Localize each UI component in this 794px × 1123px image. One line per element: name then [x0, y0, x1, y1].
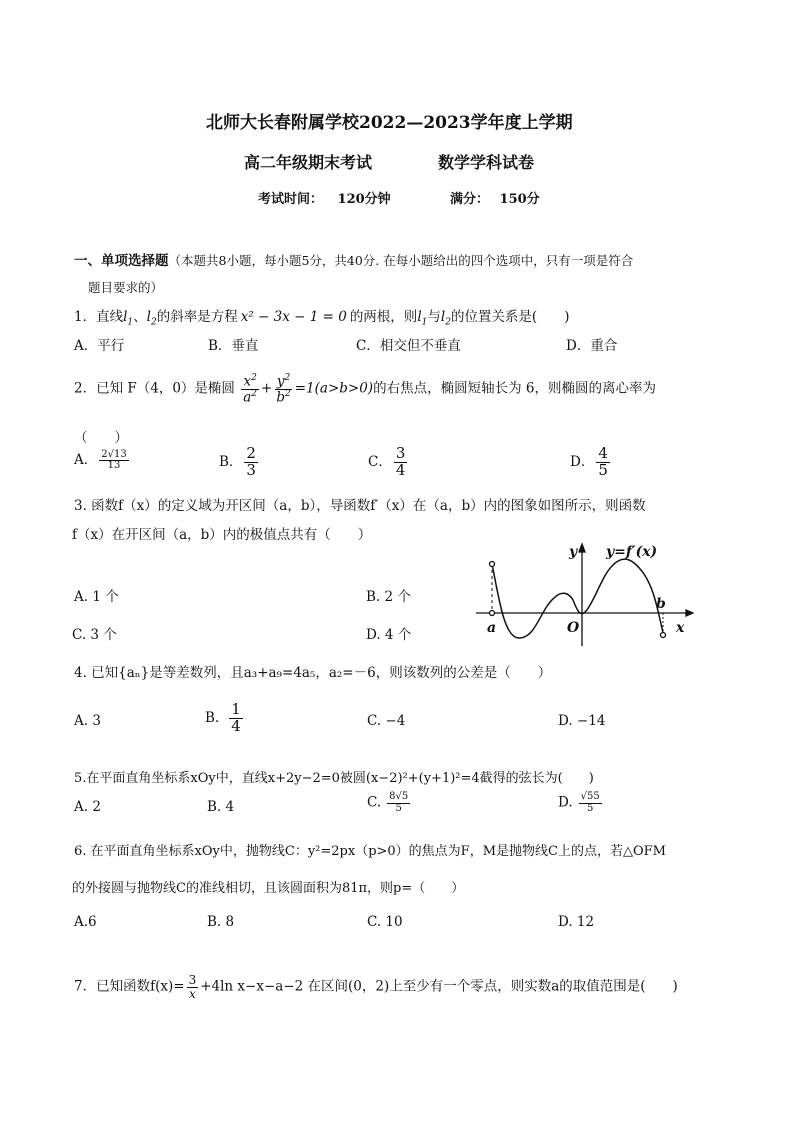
q2-ellipse-y: $\frac{y^2}{b^2}$: [276, 373, 291, 406]
q7-text-2: +4ln x−x−a−2 在区间(0，2)上至少有一个零点，则实数a的取值范围是( ): [200, 978, 678, 995]
q1-option-d[interactable]: D．重合: [566, 338, 618, 354]
q1-number: 1．: [74, 309, 97, 325]
q5-d-label: D.: [558, 794, 573, 811]
q2-text: 已知 F（4，0）是椭圆: [96, 380, 235, 397]
q2-number: 2．: [74, 380, 97, 397]
exam-title: 北师大长春附属学校2022—2023学年度上学期: [206, 113, 573, 133]
q2-option-d[interactable]: [570, 446, 612, 479]
section-desc-2: 题目要求的）: [88, 280, 164, 295]
q2-a-frac: $\frac{2√13}{13}$: [101, 448, 127, 471]
q1-l2: $l_2$: [146, 309, 157, 328]
curve-label: y=f′(x): [606, 544, 658, 560]
q2-c-frac: $\frac{3}{4}$: [395, 444, 406, 479]
q1-option-b[interactable]: B．垂直: [208, 338, 259, 354]
q1-text-4: 与: [427, 309, 441, 325]
exam-subtitle-grade: 高二年级期末考试: [244, 153, 373, 172]
q2-text-2: 的右焦点，椭圆短轴长为 6，则椭圆的离心率为: [373, 380, 656, 397]
section-title: 一、单项选择题: [74, 253, 169, 269]
q7-number: 7．: [74, 978, 97, 995]
q1-text-2: 的斜率是方程: [156, 309, 238, 325]
question-5: 5.在平面直角坐标系xOy中，直线x+2y−2=0被圆(x−2)²+(y+1)²=4截得的弦长为( ): [74, 771, 594, 786]
q3-option-d[interactable]: D. 4 个: [366, 627, 412, 643]
question-6-line-1: 6. 在平面直角坐标系xOy中，抛物线C：y²=2px（p>0）的焦点为F，M是抛物线C上的点，若△OFM: [74, 844, 666, 859]
y-axis-label: y: [569, 544, 578, 560]
question-3-line-2: f（x）在开区间（a，b）内的极值点共有（ ）: [72, 527, 372, 543]
q1-l1b: $l_1$: [417, 309, 428, 328]
q1-option-a[interactable]: A．平行: [74, 338, 125, 354]
exam-score: [450, 188, 540, 207]
q5-c-frac: $\frac{8√5}{5}$: [389, 791, 409, 814]
x-axis-label: x: [676, 620, 685, 636]
q2-b-frac: $\frac{2}{3}$: [246, 444, 256, 479]
q5-option-d[interactable]: [558, 792, 604, 814]
q4-b-frac: $\frac{1}{4}$: [231, 700, 241, 735]
q4-option-b[interactable]: [205, 702, 245, 735]
q2-option-c[interactable]: [368, 446, 409, 479]
q3-derivative-graph: [474, 538, 694, 648]
q5-d-frac: $\frac{√55}{5}$: [580, 791, 600, 814]
score-value: 150分: [499, 192, 540, 207]
question-2: 2．已知 F（4，0）是椭圆 $\frac{x^2}{a^2}$ + $\frac{y^2}{b^2}$ =1(a>b>0)的右焦点，椭圆短轴长为 6，则椭圆的离心率为: [74, 373, 656, 406]
origin-label: O: [567, 620, 580, 636]
section-desc-1: （本题共8小题，每小题5分，共40分. 在每小题给出的四个选项中，只有一项是符合: [168, 253, 634, 268]
x-axis-arrow: [686, 610, 693, 616]
q2-condition: =1(a>b>0): [294, 380, 374, 397]
q6-option-c[interactable]: C. 10: [367, 914, 403, 930]
q5-option-b[interactable]: B. 4: [207, 799, 235, 815]
q5-option-a[interactable]: A. 2: [74, 799, 101, 815]
q1-text: 直线: [96, 309, 124, 325]
endpoint-a-top: [490, 562, 495, 567]
question-3-line-1: 3. 函数f（x）的定义域为开区间（a，b），导函数f′（x）在（a，b）内的图象如图所示，则函数: [74, 498, 646, 514]
q3-option-c[interactable]: C. 3 个: [72, 627, 117, 643]
q1-text-3: 的两根，则: [349, 309, 418, 325]
q1-sep: 、: [133, 309, 147, 325]
q1-l1: $l_1$: [123, 309, 134, 328]
score-label: 满分：: [450, 192, 490, 207]
q3-option-a[interactable]: A. 1 个: [74, 589, 119, 605]
question-4: 4. 已知{aₙ}是等差数列，且a₃+a₉=4a₅，a₂=－6，则该数列的公差是（ ）: [74, 665, 552, 681]
question-7: [74, 974, 678, 1000]
q1-option-c[interactable]: C．相交但不垂直: [356, 338, 461, 354]
q1-l2b: $l_2$: [440, 309, 451, 328]
q2-ellipse-x: $\frac{x^2}{a^2}$: [243, 373, 258, 406]
q5-c-label: C.: [367, 794, 382, 811]
q6-option-d[interactable]: D. 12: [558, 914, 595, 930]
q3-option-b[interactable]: B. 2 个: [366, 589, 411, 605]
q4-option-d[interactable]: D. −14: [558, 713, 606, 729]
q2-option-b[interactable]: [219, 446, 260, 479]
point-b-label: b: [656, 596, 666, 612]
q1-equation: x² − 3x − 1 = 0: [240, 309, 347, 325]
question-6-line-2: 的外接圆与抛物线C的准线相切，且该圆面积为81π，则p=（ ）: [72, 881, 465, 896]
y-axis-arrow: [579, 544, 585, 552]
q2-d-frac: $\frac{4}{5}$: [598, 444, 608, 479]
q7-text: 已知函数f(x)=: [96, 978, 185, 995]
q4-b-label: B.: [205, 709, 220, 726]
q4-option-a[interactable]: A. 3: [74, 713, 101, 729]
exam-time: [258, 188, 391, 207]
endpoint-a: [490, 611, 495, 616]
q1-text-5: 的位置关系是( ): [450, 309, 570, 325]
q2-d-label: D．: [570, 453, 595, 470]
q5-option-c[interactable]: [367, 792, 412, 814]
endpoint-b: [661, 633, 666, 638]
q2-b-label: B．: [219, 453, 243, 470]
q2-paren: （ ）: [74, 430, 128, 446]
q6-option-b[interactable]: B. 8: [207, 914, 235, 930]
section-heading: [74, 249, 633, 269]
q6-option-a[interactable]: A.6: [74, 914, 97, 930]
question-1: [74, 305, 569, 328]
time-value: 120分钟: [337, 192, 391, 207]
point-a-label: a: [487, 620, 497, 636]
q2-c-label: C．: [368, 453, 392, 470]
q2-a-label: A．: [74, 452, 98, 468]
q4-option-c[interactable]: C. −4: [367, 713, 406, 729]
q7-frac: $\frac{3}{x}$: [188, 973, 197, 1001]
q2-option-a[interactable]: [74, 448, 131, 472]
exam-subtitle-subject: 数学学科试卷: [438, 153, 535, 172]
time-label: 考试时间：: [258, 192, 324, 207]
